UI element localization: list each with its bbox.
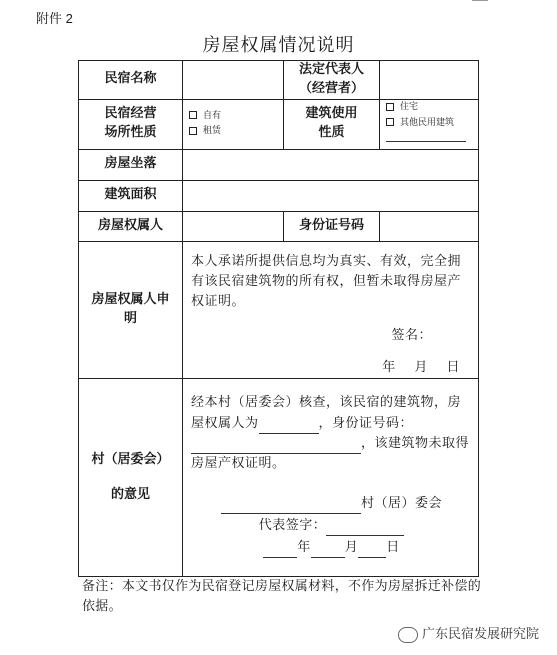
village-text-2: ，身份证号码： xyxy=(318,415,414,431)
use-options xyxy=(380,99,479,149)
watermark xyxy=(398,623,539,643)
venue-nature-label xyxy=(79,99,183,149)
village-committee-line xyxy=(191,494,472,514)
footnote: 备注：本文书仅作为民宿登记房屋权属材料，不作为房屋拆迁补偿的依据。 xyxy=(82,579,482,614)
ownership-form-table xyxy=(78,60,479,577)
village-committee-text: 村（居）委会 xyxy=(360,495,442,511)
id-number-blank[interactable] xyxy=(191,439,361,454)
declaration-label xyxy=(79,241,183,379)
page-title: 房屋权属情况说明 xyxy=(202,35,355,56)
legal-rep-label-text: 法定代表人（经营者） xyxy=(298,62,364,96)
venue-option-owned-label: 自有 xyxy=(203,110,222,121)
watermark-text: 广东民宿发展研究院 xyxy=(422,627,540,642)
area-label: 建筑面积 xyxy=(79,180,183,211)
village-label-2: 的意见 xyxy=(110,486,150,502)
building-use-label-text: 建筑使用性质 xyxy=(305,106,358,141)
homestay-name-label: 民宿名称 xyxy=(79,61,183,100)
owner-field[interactable] xyxy=(183,211,284,241)
venue-option-owned[interactable] xyxy=(189,109,283,124)
location-field[interactable] xyxy=(183,149,479,180)
rep-sign-blank[interactable] xyxy=(326,521,404,536)
venue-option-rented-label: 租赁 xyxy=(203,126,222,137)
year-blank[interactable] xyxy=(263,543,297,558)
use-option-residential-label: 住宅 xyxy=(400,102,419,113)
id-number-label: 身份证号码 xyxy=(284,211,380,241)
village-opinion-content xyxy=(183,379,479,577)
owner-name-blank[interactable] xyxy=(259,419,319,434)
checkbox-icon[interactable] xyxy=(386,103,394,111)
village-date-line xyxy=(191,538,472,558)
use-option-other-label: 其他民用建筑 xyxy=(400,117,455,128)
venue-nature-label-text: 民宿经营场所性质 xyxy=(104,106,157,141)
month-blank[interactable] xyxy=(311,543,345,558)
declaration-label-text: 房屋权属人申明 xyxy=(91,292,170,327)
owner-label: 房屋权属人 xyxy=(79,211,183,241)
id-number-field[interactable] xyxy=(380,211,479,241)
village-opinion-label xyxy=(79,379,183,577)
legal-rep-label xyxy=(284,61,380,100)
homestay-name-field[interactable] xyxy=(183,61,284,100)
attachment-label: 附件 2 xyxy=(36,11,73,26)
use-option-other[interactable] xyxy=(386,116,478,131)
building-use-label xyxy=(284,99,380,149)
use-option-blank-line xyxy=(386,131,478,148)
declaration-text: 本人承诺所提供信息均为真实、有效，完全拥有该民宿建筑物的所有权，但暂未取得房屋产权证明。 xyxy=(191,253,462,309)
village-name-blank[interactable] xyxy=(221,499,361,514)
top-edge-line xyxy=(472,0,488,1)
checkbox-icon[interactable] xyxy=(189,111,197,119)
venue-options xyxy=(183,99,284,149)
area-field[interactable] xyxy=(183,180,479,211)
rep-signature-line xyxy=(191,516,472,536)
checkbox-icon[interactable] xyxy=(386,118,394,126)
declaration-signature: 签名： xyxy=(391,328,432,344)
year-label: 年 xyxy=(297,540,311,556)
village-label-1: 村（居委会） xyxy=(91,452,170,468)
month-label: 月 xyxy=(344,540,359,556)
venue-option-rented[interactable] xyxy=(189,124,283,139)
day-blank[interactable] xyxy=(358,543,386,558)
declaration-date: 年 月 日 xyxy=(382,360,460,376)
use-option-residential[interactable] xyxy=(386,100,478,115)
village-text-1: 经本村（居委会）核查，该民宿的建筑物，房屋权属人为 xyxy=(191,395,462,431)
checkbox-icon[interactable] xyxy=(189,127,197,135)
legal-rep-field[interactable] xyxy=(380,61,479,100)
day-label: 日 xyxy=(386,540,400,556)
declaration-content xyxy=(183,241,479,379)
location-label: 房屋坐落 xyxy=(79,149,183,180)
wechat-icon xyxy=(398,627,418,643)
village-text xyxy=(191,393,472,474)
village-text-3: ，该建筑物未取得房屋产权证明。 xyxy=(191,435,470,471)
rep-sign-label: 代表签字： xyxy=(258,518,327,534)
